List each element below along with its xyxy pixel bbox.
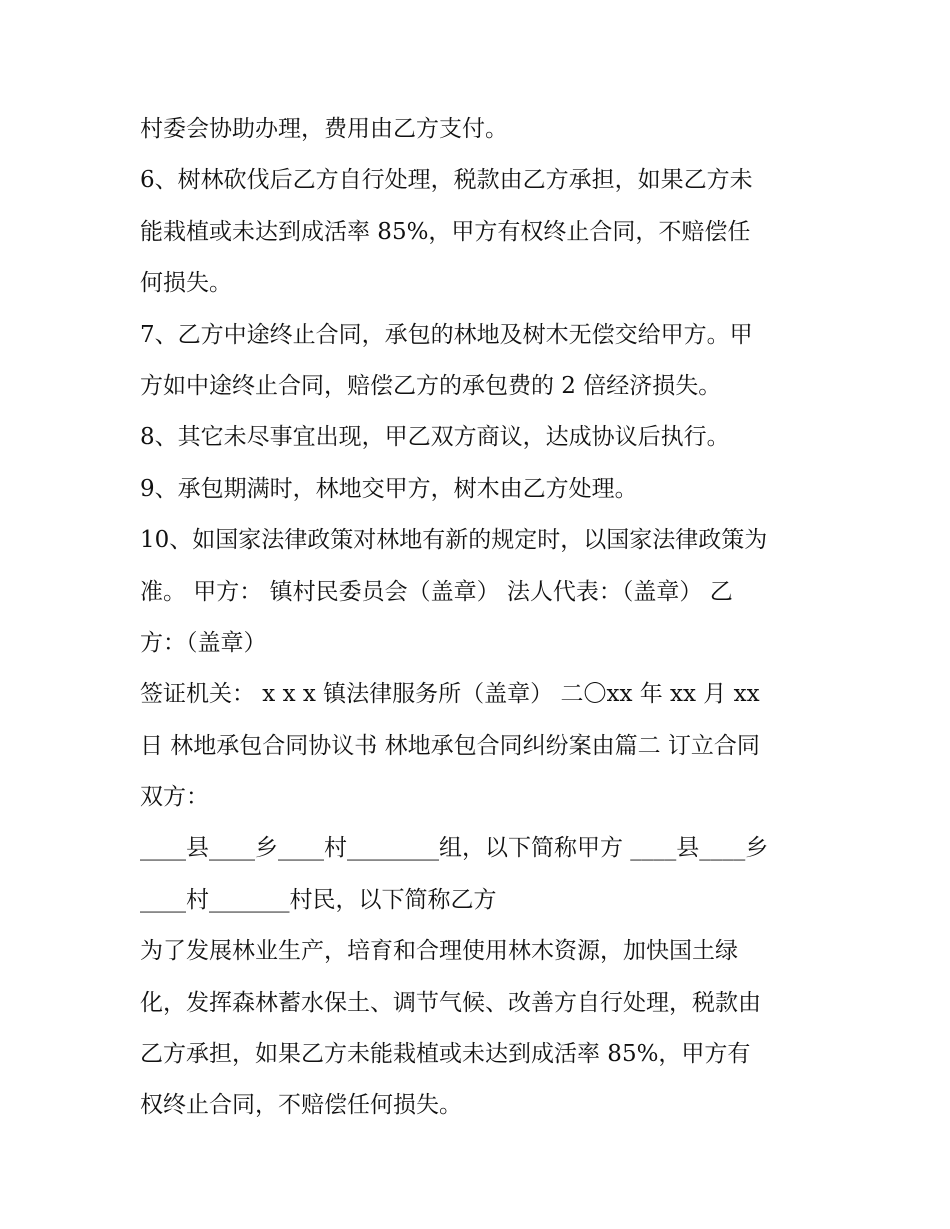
text-line: 化，发挥森林蓄水保土、调节气候、改善方自行处理，税款由 [140,989,761,1016]
text-line: 何损失。 [140,270,232,297]
text-line: 双方： [140,784,209,811]
text-line: 权终止合同，不赔偿任何损失。 [140,1092,462,1119]
text-line: ____村_______村民，以下简称乙方 [140,886,497,913]
text-line: 能栽植或未达到成活率 85%，甲方有权终止合同，不赔偿任 [140,218,751,245]
text-line: 方如中途终止合同，赔偿乙方的承包费的 2 倍经济损失。 [140,372,722,399]
document-body [140,104,820,1132]
text-line: 9、承包期满时，林地交甲方，树木由乙方处理。 [140,475,638,502]
text-line: ____县____乡____村________组，以下简称甲方 ____县____乡 [140,835,769,862]
text-line: 6、树林砍伐后乙方自行处理，税款由乙方承担，如果乙方未 [140,167,753,194]
text-line: 准。 甲方： 镇村民委员会（盖章） 法人代表：（盖章） 乙 [140,578,733,605]
text-line: 7、乙方中途终止合同，承包的林地及树木无偿交给甲方。甲 [140,321,753,348]
text-line: 方：（盖章） [140,629,267,656]
text-line: 8、其它未尽事宜出现，甲乙双方商议，达成协议后执行。 [140,424,730,451]
text-line: 10、如国家法律政策对林地有新的规定时，以国家法律政策为 [140,527,768,554]
text-line: 乙方承担，如果乙方未能栽植或未达到成活率 85%，甲方有 [140,1041,751,1068]
text-line: 签证机关： x x x 镇法律服务所（盖章） 二〇xx 年 xx 月 xx [140,681,760,708]
text-line: 日 林地承包合同协议书 林地承包合同纠纷案由篇二 订立合同 [140,732,760,759]
text-line: 村委会协助办理，费用由乙方支付。 [140,116,508,142]
text-line: 为了发展林业生产，培育和合理使用林木资源，加快国土绿 [140,938,738,965]
